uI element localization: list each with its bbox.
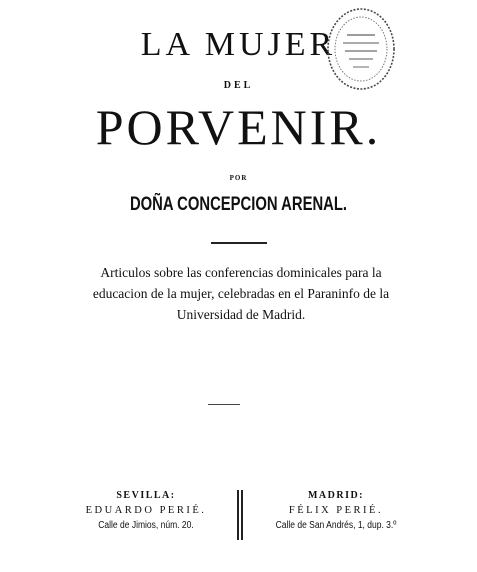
imprint-city: SEVILLA: xyxy=(116,490,176,501)
description-text: Articulos sobre las conferencias dominicales para la educacion de la mujer, celebradas en el Paraninfo de la Universidad de Madrid. xyxy=(92,265,390,322)
imprint-city: MADRID: xyxy=(307,490,365,501)
author-name: DOÑA CONCEPCION ARENAL. xyxy=(129,194,348,215)
imprint-address: Calle de San Andrés, 1, dup. 3.º xyxy=(275,520,397,531)
title-line-1: LA MUJER xyxy=(140,26,337,63)
byline-por: POR xyxy=(229,174,248,182)
library-stamp-icon xyxy=(325,6,397,92)
imprint-publisher: EDUARDO PERIÉ. xyxy=(85,505,207,516)
imprint-madrid xyxy=(236,488,436,533)
title-divider xyxy=(211,242,267,244)
title-line-3: PORVENIR. xyxy=(95,99,382,155)
imprint-publisher: FÉLIX PERIÉ. xyxy=(288,505,384,516)
imprint-sevilla xyxy=(46,488,246,533)
section-divider xyxy=(208,404,240,405)
title-line-2: DEL xyxy=(223,80,254,91)
imprint-address: Calle de Jimios, núm. 20. xyxy=(98,520,194,531)
